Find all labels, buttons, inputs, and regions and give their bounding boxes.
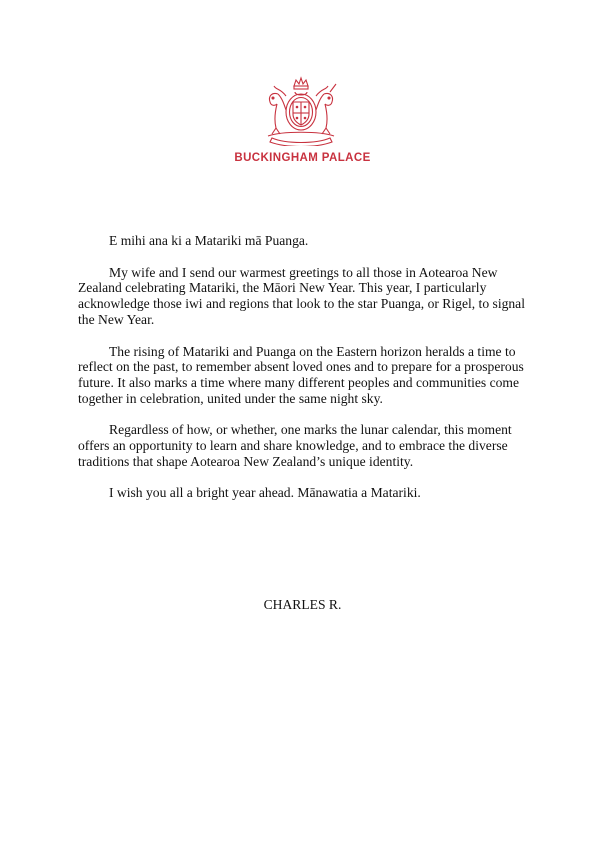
royal-coat-of-arms-icon (258, 76, 344, 146)
letter-paragraph: My wife and I send our warmest greetings to all those in Aotearoa New Zealand celebrating Matariki, the Māori New Year. This year, I particularly acknowledge those iwi and regions that look to the star Puanga, or Rigel, to signal the New Year. (78, 264, 525, 327)
letterhead-title: BUCKINGHAM PALACE (234, 152, 371, 164)
letter-paragraph: Regardless of how, or whether, one marks the lunar calendar, this moment offers an opportunity to learn and share knowledge, and to embrace the diverse traditions that shape Aotearoa New Zealand’s unique identity. (78, 422, 512, 469)
signature: CHARLES R. (263, 597, 342, 612)
letter-body (78, 233, 538, 517)
letter-paragraph: The rising of Matariki and Puanga on the Eastern horizon heralds a time to reflect on the past, to remember absent loved ones and to prepare for a prosperous future. It also marks a time where many different peoples and communities come together in celebration, united under the same night sky. (78, 343, 524, 406)
letter-greeting: E mihi ana ki a Matariki mā Puanga. (109, 233, 309, 248)
letter-closing: I wish you all a bright year ahead. Mānawatia a Matariki. (109, 485, 421, 501)
